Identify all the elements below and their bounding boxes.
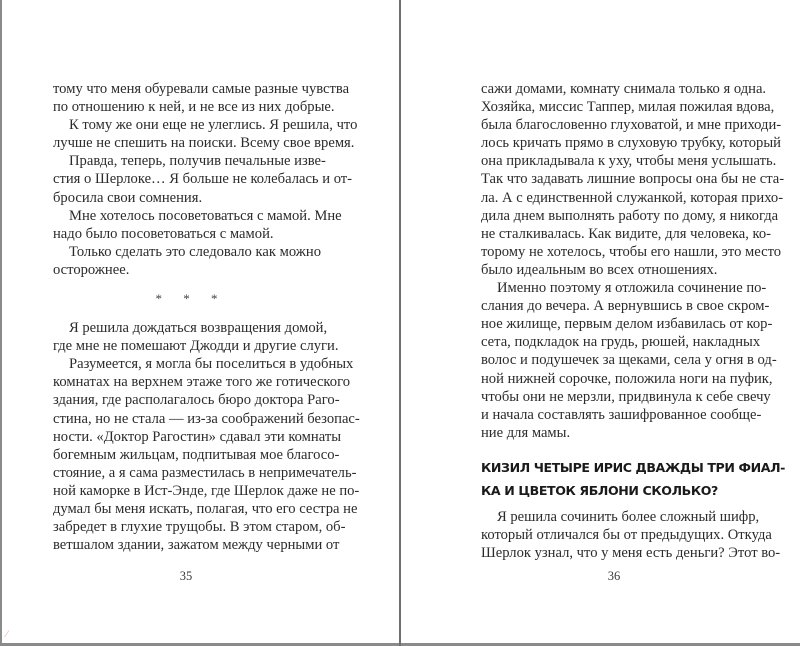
text-line: волос и подушечек за щеками, села у огня в од-	[481, 352, 777, 369]
text-line: Шерлок узнал, что у меня есть деньги? Этот во-	[481, 545, 781, 562]
text-line: Именно поэтому я отложила сочинение по-	[497, 280, 767, 297]
text-line: не сталкивалась. Как видите, для человека, ко-	[481, 225, 771, 242]
text-line: Я решила дождаться возвращения домой,	[69, 320, 328, 337]
paragraph	[53, 152, 353, 206]
text-line: Правда, теперь, получив печальные изве-	[69, 153, 326, 170]
text-line: и начала составлять зашифрованное сообще-	[481, 406, 762, 423]
paragraph	[53, 116, 358, 152]
text-line: ности. «Доктор Рагостин» сдавал эти комнаты	[53, 428, 342, 445]
text-line: Разумеется, я могла бы поселиться в удобных	[69, 356, 354, 373]
text-line: стия о Шерлоке… Я больше не колебалась и от-	[53, 171, 353, 188]
text-line: ние для мамы.	[481, 424, 571, 441]
text-line: Так что задавать лишние вопросы она бы не ста-	[481, 171, 785, 188]
text-line: по отношению к ней, и не все из них добрые.	[53, 99, 335, 116]
paragraph	[53, 319, 339, 355]
paragraph	[481, 80, 785, 279]
right-page-text	[481, 80, 785, 562]
text-line: Хозяйка, миссис Таппер, милая пожилая вдова,	[481, 99, 775, 116]
text-line: здания, где располагалось бюро доктора Раго-	[53, 392, 340, 409]
page-number: 35	[179, 569, 193, 583]
text-line: бросила свои сомнения.	[53, 189, 203, 206]
text-line: ной каморке в Ист-Энде, где Шерлок даже не по-	[53, 482, 360, 499]
cipher-message-heading	[481, 456, 785, 502]
page-number: 36	[607, 569, 621, 583]
cipher-line: КИЗИЛ ЧЕТЫРЕ ИРИС ДВАЖДЫ ТРИ ФИАЛ-	[481, 459, 785, 475]
text-line: было идеальным во всех отношениях.	[481, 261, 718, 278]
text-line: была благословенно глуховатой, и мне приходи-	[481, 117, 782, 134]
text-line: комнатах на верхнем этаже того же готического	[53, 374, 350, 391]
text-line: Я решила сочинить более сложный шифр,	[497, 508, 760, 525]
text-line: чтобы они не мерзли, придвинула к себе свечу	[481, 388, 771, 405]
paragraph	[53, 355, 360, 554]
left-page-text	[53, 80, 360, 554]
cipher-line: КА И ЦВЕТОК ЯБЛОНИ СКОЛЬКО?	[481, 482, 718, 498]
scan-corner-mark: ⁄	[6, 630, 8, 640]
right-page	[401, 0, 801, 643]
text-line: где мне не помешают Джодди и другие слуги.	[53, 338, 339, 355]
text-line: стина, но не стала — из-за соображений безопас-	[53, 410, 360, 427]
text-line: сажи домами, комнату снимала только я одна.	[481, 81, 767, 97]
text-line: дила днем выполнять работу по дому, я никогда	[481, 207, 779, 224]
paragraph	[53, 207, 342, 243]
text-line: тому что меня обуревали самые разные чувства	[53, 81, 350, 97]
text-line: лучше не спешить на поиски. Всему свое время.	[53, 135, 355, 152]
paragraph	[481, 279, 777, 442]
text-line: осторожнее.	[53, 261, 130, 278]
text-line: который отличался бы от предыдущих. Откуда	[481, 526, 772, 543]
text-line: она прикладывала к уху, чтобы меня услышать.	[481, 153, 777, 170]
text-line: ветшалом здании, зажатом между черными от	[53, 537, 340, 554]
text-line: К тому же они еще не улеглись. Я решила, что	[69, 117, 358, 134]
text-line: торому не хотелось, чтобы его нашли, это место	[481, 243, 782, 260]
text-line: надо было посоветоваться с мамой.	[53, 225, 274, 242]
paragraph	[53, 80, 350, 116]
text-line: ной нижней сорочке, положила ноги на пуфик,	[481, 370, 773, 387]
text-line: лось кричать прямо в слуховую трубку, который	[481, 135, 781, 152]
text-line: Только сделать это следовало как можно	[69, 243, 321, 260]
left-page	[0, 0, 400, 643]
text-line: стояние, а я сама разместилась в непримечатель-	[53, 464, 357, 481]
paragraph	[53, 243, 321, 279]
text-line: ла. А с единственной служанкой, которая прихо-	[481, 189, 784, 206]
text-line: слания до вечера. А вернувшись в свое скром-	[481, 298, 770, 315]
text-line: ное жилище, первым делом избавилась от кор-	[481, 316, 773, 333]
text-line: сета, подкладок на грудь, рюшей, накладных	[481, 334, 761, 351]
paragraph	[481, 508, 781, 562]
text-line: Мне хотелось посоветоваться с мамой. Мне	[69, 207, 342, 224]
text-line: богемным жильцам, подпитывая мое благосо-	[53, 446, 340, 463]
text-line: думал бы меня искать, полагая, что его сестра не	[53, 500, 358, 517]
section-separator: * * *	[155, 291, 227, 307]
text-line: забредет в глухие трущобы. В этом старом, об-	[53, 519, 346, 536]
